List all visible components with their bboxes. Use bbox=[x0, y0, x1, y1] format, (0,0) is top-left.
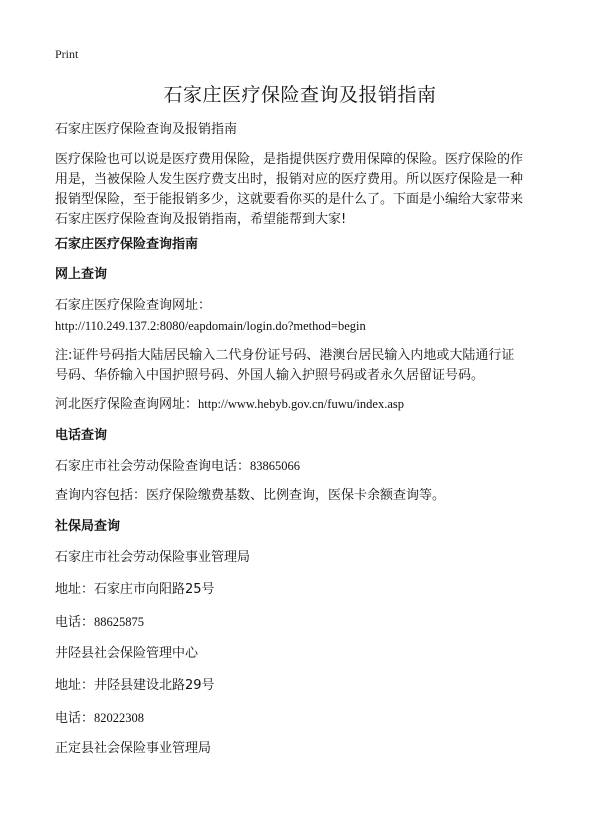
intro-line: 用是，当被保险人发生医疗费支出时，报销对应的医疗费用。所以医疗保险是一种 bbox=[55, 172, 524, 187]
phone-label: 电话： bbox=[55, 711, 95, 726]
section-heading-bureau: 社保局查询 bbox=[55, 519, 121, 534]
note-line: 号码、华侨输入中国护照号码、外国人输入护照号码或者永久居留证号码。 bbox=[55, 368, 485, 383]
section-heading-guide: 石家庄医疗保险查询指南 bbox=[55, 237, 199, 252]
phone-query-content: 查询内容包括：医疗保险缴费基数、比例查询，医保卡余额查询等。 bbox=[55, 488, 446, 503]
hebei-query-link[interactable]: http://www.hebyb.gov.cn/fuwu/index.asp bbox=[198, 397, 405, 411]
page-title: 石家庄医疗保险查询及报销指南 bbox=[163, 84, 437, 106]
id-note bbox=[55, 346, 555, 386]
office-address bbox=[55, 676, 555, 696]
office-name: 井陉县社会保险管理中心 bbox=[55, 646, 199, 661]
section-heading-phone: 电话查询 bbox=[55, 428, 108, 443]
office-name: 正定县社会保险事业管理局 bbox=[55, 741, 212, 756]
intro-line: 报销型保险，至于能报销多少，这就要看你买的是什么了。下面是小编给大家带来 bbox=[55, 192, 524, 207]
online-url-label: 石家庄医疗保险查询网址： bbox=[55, 298, 212, 313]
hebei-url-label: 河北医疗保险查询网址： bbox=[55, 397, 199, 412]
intro-line: 医疗保险也可以说是医疗费用保险，是指提供医疗费用保障的保险。医疗保险的作 bbox=[55, 152, 524, 167]
intro-line: 石家庄医疗保险查询及报销指南，希望能帮到大家! bbox=[55, 212, 347, 227]
phone-label: 电话： bbox=[55, 615, 95, 630]
address-value: 石家庄市向阳路25号 bbox=[94, 582, 215, 597]
phone-line-row bbox=[55, 456, 555, 477]
phone-value: 82022308 bbox=[94, 711, 145, 725]
office-name: 石家庄市社会劳动保险事业管理局 bbox=[55, 550, 251, 565]
address-label: 地址： bbox=[55, 582, 95, 597]
phone-value: 88625875 bbox=[94, 615, 145, 629]
address-label: 地址： bbox=[55, 678, 95, 693]
address-value: 井陉县建设北路29号 bbox=[94, 678, 215, 693]
hebei-url-row bbox=[55, 394, 555, 415]
phone-number: 83865066 bbox=[250, 459, 301, 473]
article-subtitle: 石家庄医疗保险查询及报销指南 bbox=[55, 122, 238, 137]
intro-paragraph bbox=[55, 150, 555, 230]
office-phone bbox=[55, 612, 555, 633]
online-query-link[interactable]: http://110.249.137.2:8080/eapdomain/login.do?method=begin bbox=[55, 319, 366, 333]
section-heading-online: 网上查询 bbox=[55, 267, 108, 282]
note-line: 注:证件号码指大陆居民输入二代身份证号码、港澳台居民输入内地或大陆通行证 bbox=[55, 348, 515, 363]
office-address bbox=[55, 580, 555, 600]
print-label[interactable]: Print bbox=[55, 47, 79, 61]
office-phone bbox=[55, 708, 555, 729]
phone-line-label: 石家庄市社会劳动保险查询电话： bbox=[55, 459, 251, 474]
